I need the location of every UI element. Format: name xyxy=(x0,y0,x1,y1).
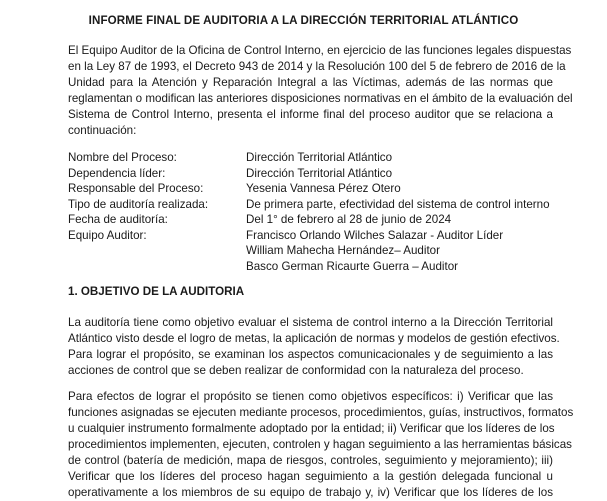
info-value: Dirección Territorial Atlántico xyxy=(246,166,393,180)
specific-line: operativamente a los miembros de su equipo de trabajo y, iv) Verificar que los líderes de los xyxy=(68,486,553,499)
info-value: De primera parte, efectividad del sistema de control interno xyxy=(246,197,550,211)
specific-line: funciones asignadas se ejecuten mediante procesos, procedimientos, guías, instructivos, formatos xyxy=(68,406,574,419)
info-row-audit-team-member xyxy=(68,243,553,259)
audit-info-table xyxy=(68,150,553,274)
specific-line: procedimientos implementen, ejecuten, controlen y hagan seguimiento a las herramientas básicas xyxy=(68,438,572,451)
document-title: INFORME FINAL DE AUDITORIA A LA DIRECCIÓN TERRITORIAL ATLÁNTICO xyxy=(88,14,519,27)
objective-line: La auditoría tiene como objetivo evaluar el sistema de control interno a la Dirección Territorial xyxy=(68,316,553,329)
info-row-audit-team-member xyxy=(68,259,553,275)
intro-line: en la Ley 87 de 1993, el Decreto 943 de 2014 y la Resolución 100 del 5 de febrero de 2016 de la xyxy=(68,60,566,73)
specific-line: u cualquier instrumento formalmente adoptado por la entidad; ii) Verificar que los líderes de los xyxy=(68,422,555,435)
specific-line: Para efectos de lograr el propósito se tienen como objetivos específicos: i) Verificar que las xyxy=(68,390,553,403)
intro-paragraph xyxy=(68,43,573,139)
info-label xyxy=(68,259,246,275)
intro-line: Sistema de Control Interno, presenta el informe final del proceso auditor que se relaciona a xyxy=(68,108,553,121)
info-label: Tipo de auditoría realizada: xyxy=(68,197,209,211)
info-label: Nombre del Proceso: xyxy=(68,151,177,164)
objective-paragraph xyxy=(68,315,560,379)
info-value: Francisco Orlando Wilches Salazar - Auditor Líder xyxy=(246,228,504,242)
info-label: Dependencia líder: xyxy=(68,166,166,180)
info-label xyxy=(68,243,246,259)
info-row-process-owner xyxy=(68,181,553,197)
specific-objectives-paragraph xyxy=(68,389,574,501)
info-value: Dirección Territorial Atlántico xyxy=(246,151,393,164)
info-row-audit-date xyxy=(68,212,553,228)
info-row-audit-team xyxy=(68,228,553,244)
info-value: Basco German Ricaurte Guerra – Auditor xyxy=(246,259,459,273)
objective-line: Atlántico visto desde el logro de metas, la aplicación de normas y modelos de gestión efectivos. xyxy=(68,332,560,345)
info-row-process-name xyxy=(68,150,553,166)
objective-line: acciones de control que se deben realizar de conformidad con la naturaleza del proceso. xyxy=(68,364,524,377)
intro-line: Unidad para la Atención y Reparación Integral a las Víctimas, además de las normas que xyxy=(68,76,553,89)
info-row-audit-type xyxy=(68,197,553,213)
intro-line: El Equipo Auditor de la Oficina de Control Interno, en ejercicio de las funciones legales dispuestas xyxy=(68,44,572,57)
section-heading-objective: 1. OBJETIVO DE LA AUDITORIA xyxy=(68,285,245,298)
info-value: William Mahecha Hernández– Auditor xyxy=(246,244,440,257)
info-value: Del 1° de febrero al 28 de junio de 2024 xyxy=(246,213,452,226)
specific-line: Verificar que los líderes del proceso hagan seguimiento a la gestión delegada funcional u xyxy=(68,470,553,483)
info-label: Responsable del Proceso: xyxy=(68,182,204,195)
info-label: Fecha de auditoría: xyxy=(68,213,168,226)
info-label: Equipo Auditor: xyxy=(68,228,147,242)
intro-line: continuación: xyxy=(68,124,137,137)
intro-line: reglamentan o modifican las anteriores disposiciones normativas en el ámbito de la evaluación del xyxy=(68,92,573,105)
info-value: Yesenia Vannesa Pérez Otero xyxy=(246,182,401,195)
specific-line: de control (batería de medición, mapa de riesgos, controles, seguimiento y mejoramiento); iii) xyxy=(68,454,553,467)
objective-line: Para lograr el propósito, se examinan los aspectos comunicacionales y de seguimiento a las xyxy=(68,348,553,361)
info-row-lead-unit xyxy=(68,166,553,182)
